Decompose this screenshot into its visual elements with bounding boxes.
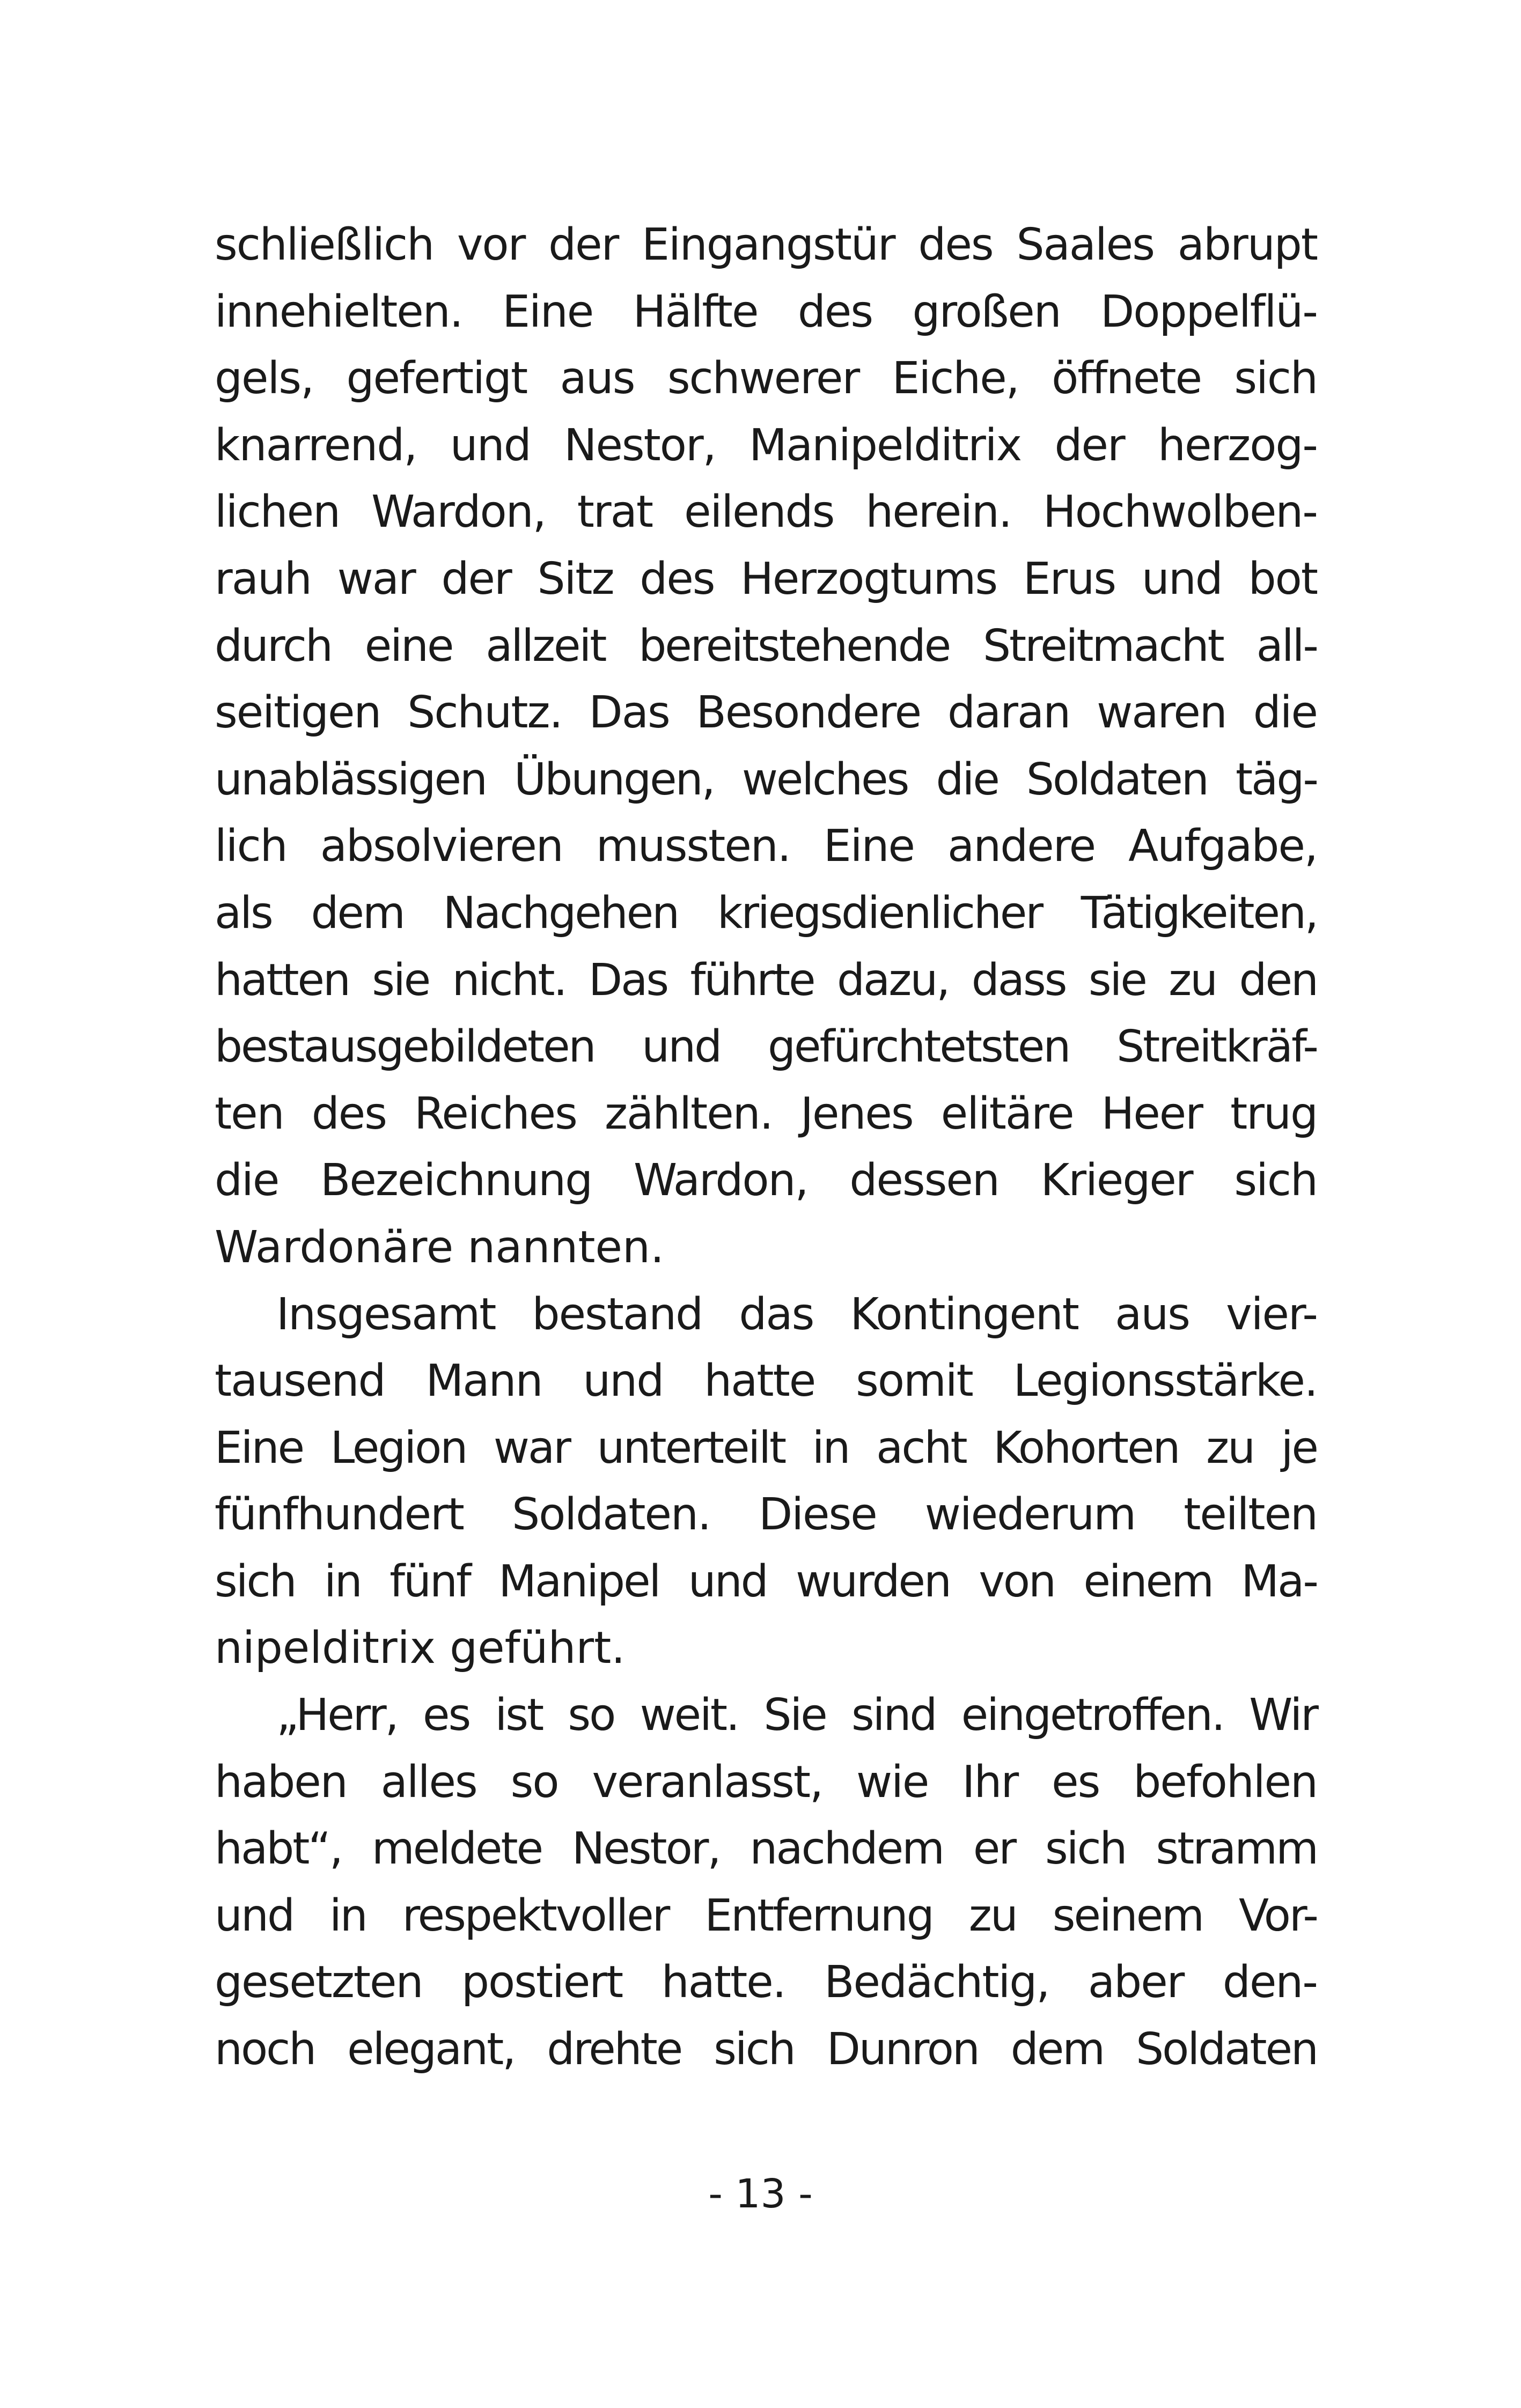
text-line: ten des Reiches zählten. Jenes elitäre Heer trug xyxy=(215,1088,1317,1139)
text-line: Eine Legion war unterteilt in acht Kohorten zu je xyxy=(215,1422,1317,1474)
text-line: als dem Nachgehen kriegsdienlicher Tätigkeiten, xyxy=(215,887,1317,939)
text-line: hatten sie nicht. Das führte dazu, dass sie zu den xyxy=(215,954,1317,1006)
text-line: bestausgebildeten und gefürchtetsten Streitkräf- xyxy=(215,1021,1317,1073)
text-line-last: Wardonäre nannten. xyxy=(215,1221,665,1273)
text-line: schließlich vor der Eingangstür des Saales abrupt xyxy=(215,219,1317,270)
text-line: unablässigen Übungen, welches die Soldaten täg- xyxy=(215,754,1317,805)
text-line: die Bezeichnung Wardon, dessen Krieger sich xyxy=(215,1155,1317,1206)
text-line: sich in fünf Manipel und wurden von einem Ma- xyxy=(215,1556,1317,1607)
text-line: fünfhundert Soldaten. Diese wiederum teilten xyxy=(215,1489,1317,1541)
text-line-indent: Insgesamt bestand das Kontingent aus vier- xyxy=(276,1288,1317,1340)
text-line: noch elegant, drehte sich Dunron dem Soldaten xyxy=(215,2024,1317,2075)
text-line: habt“, meldete Nestor, nachdem er sich stramm xyxy=(215,1823,1317,1875)
text-line-indent: „Herr, es ist so weit. Sie sind eingetroffen. Wir xyxy=(276,1690,1317,1741)
text-line: und in respektvoller Entfernung zu seinem Vor- xyxy=(215,1890,1317,1941)
page-number: - 13 - xyxy=(708,2171,813,2217)
text-line: seitigen Schutz. Das Besondere daran waren die xyxy=(215,687,1317,739)
text-line-last: nipelditrix geführt. xyxy=(215,1623,626,1674)
text-line: durch eine allzeit bereitstehende Streitmacht all- xyxy=(215,620,1317,672)
text-line: rauh war der Sitz des Herzogtums Erus und bot xyxy=(215,553,1317,605)
text-line: lich absolvieren mussten. Eine andere Aufgabe, xyxy=(215,821,1317,872)
text-line: innehielten. Eine Hälfte des großen Doppelflü- xyxy=(215,286,1317,337)
text-line: haben alles so veranlasst, wie Ihr es befohlen xyxy=(215,1756,1317,1808)
text-line: knarrend, und Nestor, Manipelditrix der herzog- xyxy=(215,419,1317,471)
body-text xyxy=(215,212,1317,2083)
text-line: gels, gefertigt aus schwerer Eiche, öffnete sich xyxy=(215,353,1317,404)
text-line: gesetzten postiert hatte. Bedächtig, aber den- xyxy=(215,1957,1317,2008)
text-line: lichen Wardon, trat eilends herein. Hochwolben- xyxy=(215,487,1317,538)
text-line: tausend Mann und hatte somit Legionsstärke. xyxy=(215,1356,1317,1407)
